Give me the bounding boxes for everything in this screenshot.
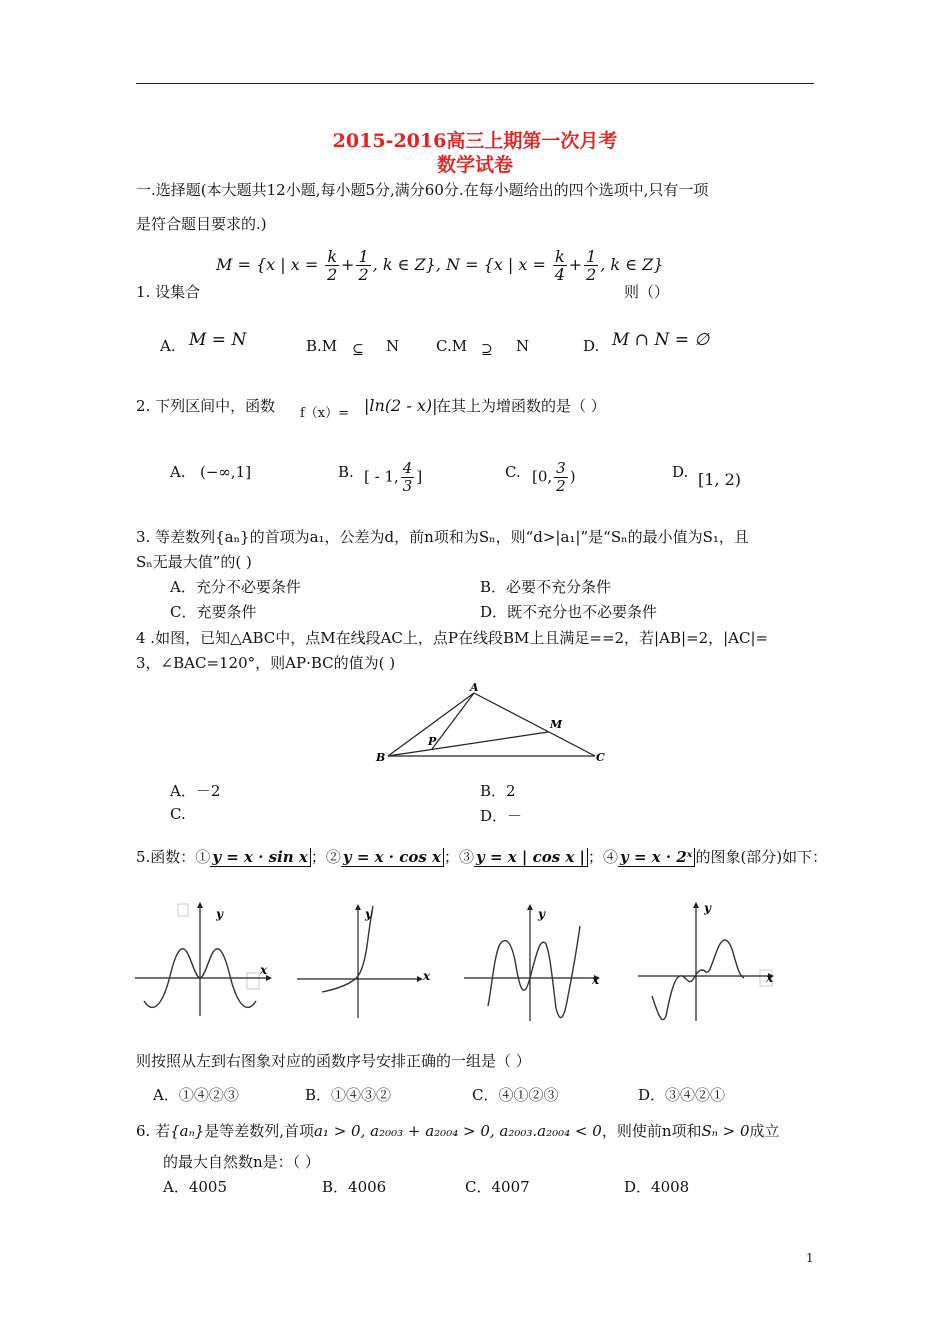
exam-title: 2015-2016高三上期第一次月考 [332, 130, 618, 152]
q6-prefix: 6. 若 [136, 1122, 171, 1140]
q4-option-b: B．2 [480, 782, 516, 800]
q1-option-a-label: A. [160, 337, 176, 355]
q3-option-c: C．充要条件 [170, 603, 257, 621]
q6-line2: 的最大自然数n是：（ ） [163, 1153, 320, 1171]
q4-triangle-figure [370, 678, 610, 773]
q6-condition: a₁ > 0, a₂₀₀₃ + a₂₀₀₄ > 0, a₂₀₀₃.a₂₀₀₄ < 0 [313, 1122, 602, 1140]
q2-func-body: |ln(2 - x)| [364, 396, 438, 415]
q4-line2: 3，∠BAC=120°，则AP·BC的值为( ) [136, 654, 396, 672]
q6-sequence: {aₙ} [170, 1122, 205, 1140]
q1-frac-1-2: $\frac{1}{2}$ [358, 247, 369, 284]
q5-option-b: B．①④③② [305, 1086, 392, 1104]
q4-option-d: D．－ [480, 807, 523, 825]
q1-set-n-left: , k ∈ Z}, N = {x | x = [372, 255, 546, 274]
q4-label-p: P [428, 735, 437, 748]
q1-set-m-left: M = {x | x = [216, 255, 319, 274]
q5-graph-1-x-label: x [260, 963, 268, 977]
section-instructions-line1: 一.选择题(本大题共12小题,每小题5分,满分60分.在每小题给出的四个选项中,只有一项 [136, 181, 709, 199]
q6-option-b: B．4006 [322, 1178, 387, 1196]
q5-graph-1 [132, 896, 277, 1031]
q5-graph-1-y-label: y [216, 907, 223, 921]
q5-func-2: y = x · cos x [341, 848, 444, 867]
q5-graph-4 [632, 896, 782, 1031]
q1-option-d-label: D. [583, 337, 600, 355]
exam-subtitle: 数学试卷 [436, 154, 513, 176]
q2-option-b-label: B. [338, 463, 354, 481]
q4-segment-ap [432, 693, 474, 749]
q1-set-definition: M = {x | x = $\frac{k}{2}$ + $\frac{1}{2}$ , k ∈ Z}, N = {x | x = $\frac{k}{4}$ + $\frac{1}{2}$ , k ∈ Z} [216, 247, 664, 284]
q4-label-b: B [376, 751, 386, 764]
q1-option-d-math: M ∩ N = ∅ [612, 330, 710, 350]
q5-graph-3-y-label: y [538, 907, 545, 921]
q1-suffix: 则（） [624, 283, 670, 301]
q6-option-a: A．4005 [163, 1178, 228, 1196]
q5-suffix: 的图象(部分)如下： [695, 848, 828, 866]
q4-label-a: A [470, 681, 479, 694]
q5-graph-4-y-label: y [704, 901, 711, 915]
q1-option-b-end: N [386, 337, 400, 355]
q6-line1: 6. 若{aₙ}是等差数列,首项a₁ > 0, a₂₀₀₃ + a₂₀₀₄ > 0, a₂₀₀₃.a₂₀₀₄ < 0，则使前n项和Sₙ > 0成立 [136, 1122, 780, 1140]
q4-label-m: M [550, 718, 563, 731]
q5-graph-2-x-label: x [423, 969, 431, 983]
q1-option-b-label: B.M [306, 337, 338, 355]
header-rule [136, 83, 814, 84]
q4-segment-bm [388, 732, 548, 756]
q1-frac-1-2b: $\frac{1}{2}$ [586, 247, 597, 284]
q6-option-d: D．4008 [624, 1178, 690, 1196]
q1-prefix: 1. 设集合 [136, 283, 201, 301]
q5-graph-4-x-label: x [766, 971, 774, 985]
q4-line1: 4 .如图，已知△ABC中，点M在线段AC上，点P在线段BM上且满足==2，若|AB|=2，|AC|= [136, 629, 769, 647]
q4-segment-ac [474, 693, 595, 756]
q4-label-c: C [596, 751, 605, 764]
q5-graph-3 [460, 896, 610, 1031]
q5-graph-3-x-label: x [592, 973, 600, 987]
q5-option-c: C．④①②③ [472, 1086, 559, 1104]
q1-option-c-superset-icon: ⊇ [481, 342, 493, 358]
q3-option-a: A．充分不必要条件 [170, 578, 301, 596]
q5-line: 5.函数：① y = x · sin x ；② y = x · cos x ；③ y = x | cos x | ；④ y = x · 2ˣ 的图象(部分)如下： [136, 848, 828, 866]
q3-option-d: D．既不充分也不必要条件 [480, 603, 658, 621]
q5-func-1: y = x · sin x [210, 848, 311, 867]
q2-option-c-label: C. [505, 463, 521, 481]
q2-option-b-math: [ - 1, $\frac{4}{3}$ ] [364, 459, 423, 495]
q3-line2: Sₙ无最大值”的( ) [136, 553, 252, 571]
q2-option-d-label: D. [672, 463, 689, 481]
q5-prefix: 5.函数：① [136, 848, 211, 866]
q2-option-a-label: A. [170, 463, 186, 481]
q3-option-b: B．必要不充分条件 [480, 578, 612, 596]
q1-set-n-right: , k ∈ Z} [600, 255, 664, 274]
q5-graph-2 [292, 896, 437, 1031]
q4-option-a: A．－2 [170, 782, 221, 800]
q5-func-4: y = x · 2ˣ [618, 848, 695, 867]
q5-graph-2-y-label: y [365, 907, 372, 921]
page-number: 1 [806, 1251, 814, 1265]
q6-sn-condition: Sₙ > 0 [701, 1122, 750, 1140]
q1-option-c-end: N [516, 337, 530, 355]
section-instructions-line2: 是符合题目要求的.) [136, 215, 267, 233]
q5-question: 则按照从左到右图象对应的函数序号安排正确的一组是（ ） [136, 1052, 531, 1070]
q5-option-d: D．③④②① [638, 1086, 726, 1104]
q1-option-c-label: C.M [436, 337, 468, 355]
q1-frac-k-2: $\frac{k}{2}$ [327, 247, 338, 284]
q3-line1: 3. 等差数列{aₙ}的首项为a₁，公差为d，前n项和为Sₙ，则“d>|a₁|”是“Sₙ的最小值为S₁，且 [136, 528, 749, 546]
q4-option-c: C. [170, 805, 186, 823]
q2-option-c-math: [0, $\frac{3}{2}$ ) [532, 459, 576, 495]
q5-func-3: y = x | cos x | [474, 848, 588, 867]
q5-option-a: A．①④②③ [153, 1086, 239, 1104]
q2-prefix: 2. 下列区间中，函数 [136, 397, 276, 415]
q6-option-c: C．4007 [465, 1178, 530, 1196]
q1-option-b-subset-icon: ⊆ [352, 342, 364, 358]
q2-option-a-math: (−∞,1] [200, 463, 252, 481]
q2-func-f: f（x）= [300, 406, 350, 421]
q2-option-d-math: [1, 2) [698, 470, 742, 489]
q2-suffix: 在其上为增函数的是（ ） [436, 397, 606, 415]
q1-frac-k-4: $\frac{k}{4}$ [554, 247, 565, 284]
q1-option-a-math: M = N [189, 330, 247, 350]
